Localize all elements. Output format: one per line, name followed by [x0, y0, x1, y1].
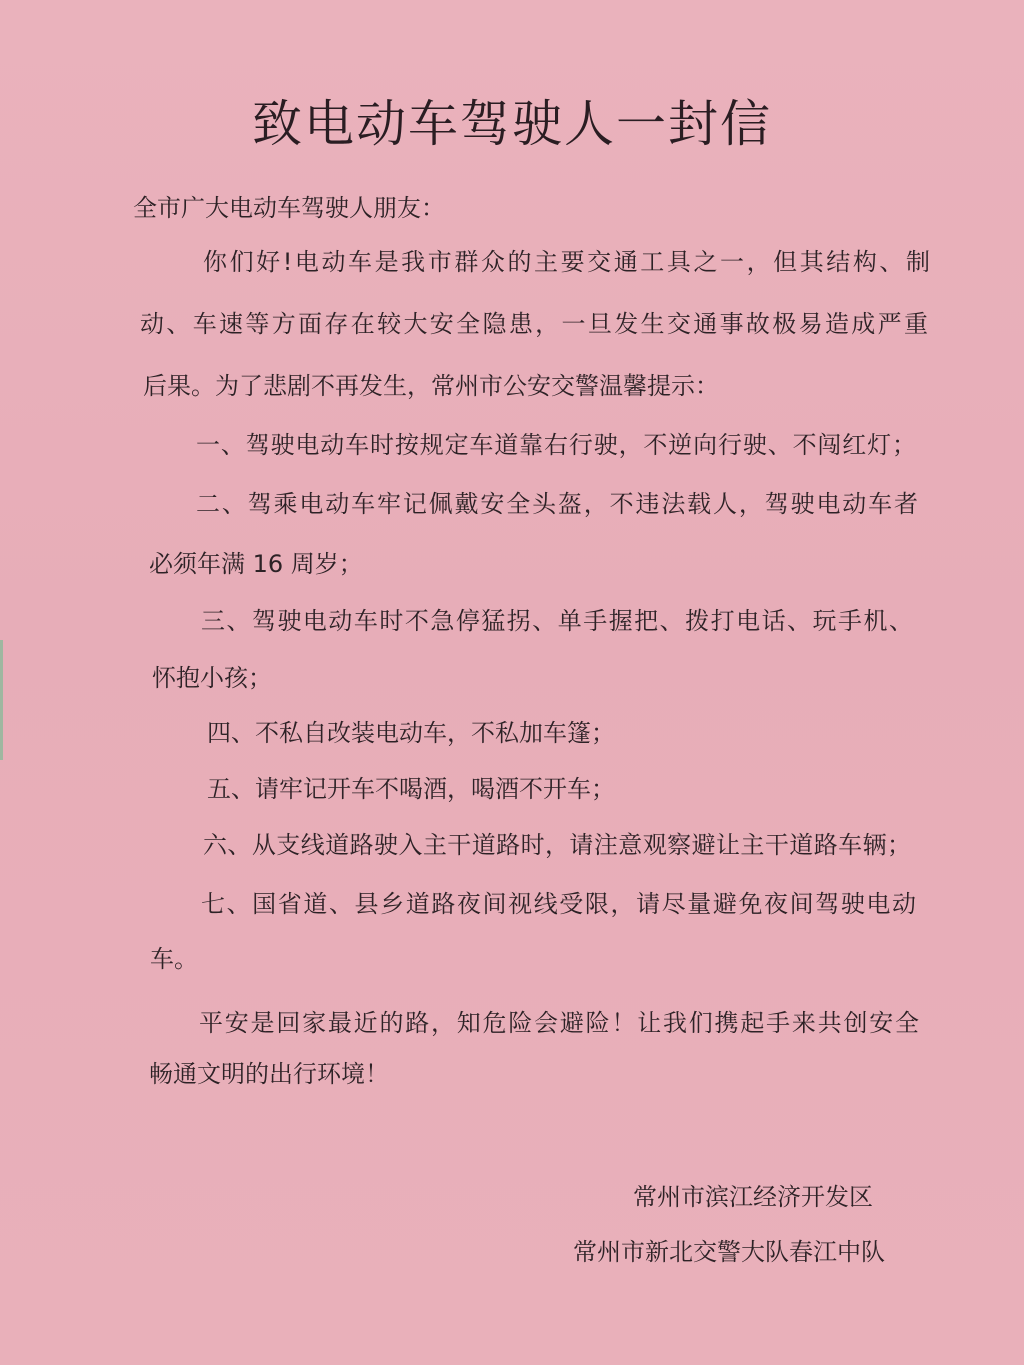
intro-line-3: 后果。为了悲剧不再发生，常州市公安交警温馨提示： [143, 372, 719, 400]
background-edge [0, 640, 3, 760]
item-three-line-1: 三、驾驶电动车时不急停猛拐、单手握把、拨打电话、玩手机、 [201, 607, 913, 635]
closing-line-2: 畅通文明的出行环境！ [149, 1060, 389, 1088]
item-seven-line-2: 车。 [150, 945, 198, 973]
letter-title: 致电动车驾驶人一封信 [252, 95, 772, 153]
item-two-line-2: 必须年满 16 周岁； [149, 550, 363, 578]
intro-line-2: 动、车速等方面存在较大安全隐患，一旦发生交通事故极易造成严重 [140, 310, 928, 338]
item-two-line-1: 二、驾乘电动车牢记佩戴安全头盔，不违法载人，驾驶电动车者 [196, 490, 918, 518]
item-seven-line-1: 七、国省道、县乡道路夜间视线受限，请尽量避免夜间驾驶电动 [201, 890, 916, 918]
item-one: 一、驾驶电动车时按规定车道靠右行驶，不逆向行驶、不闯红灯； [196, 431, 916, 459]
signature-org-2: 常州市新北交警大队春江中队 [573, 1238, 885, 1266]
intro-line-1: 你们好!电动车是我市群众的主要交通工具之一，但其结构、制 [203, 248, 930, 276]
item-three-line-2: 怀抱小孩； [152, 664, 272, 692]
item-four: 四、不私自改装电动车，不私加车篷； [207, 719, 615, 747]
salutation: 全市广大电动车驾驶人朋友： [133, 194, 445, 222]
closing-line-1: 平安是回家最近的路，知危险会避险！让我们携起手来共创安全 [199, 1009, 919, 1037]
item-six: 六、从支线道路驶入主干道路时，请注意观察避让主干道路车辆； [203, 831, 911, 859]
signature-org-1: 常州市滨江经济开发区 [633, 1183, 873, 1211]
item-five: 五、请牢记开车不喝酒，喝酒不开车； [207, 775, 615, 803]
